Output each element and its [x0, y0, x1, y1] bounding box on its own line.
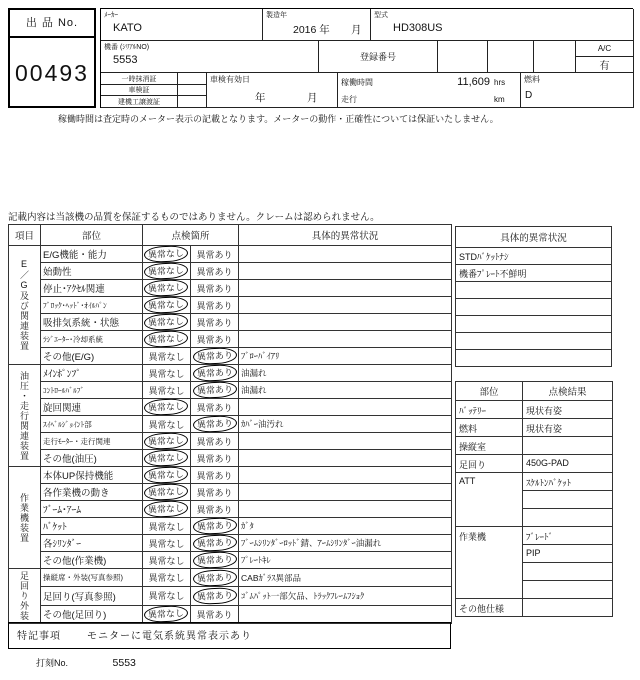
inspection-row	[9, 484, 452, 501]
ng-label: 異常あり	[196, 402, 233, 413]
check-ng-cell	[191, 569, 239, 587]
check-ng-cell	[191, 552, 239, 569]
inspection-row	[9, 569, 452, 587]
check-result-value-cell	[523, 437, 613, 455]
inspection-row	[9, 297, 452, 314]
check-result-header-row	[456, 382, 613, 401]
ng-label: 異常あり	[192, 518, 237, 535]
hours-row	[338, 74, 520, 90]
part-cell: 吸排気系統・状態	[41, 314, 143, 331]
ok-label: 異常なし	[144, 501, 189, 518]
part-cell: ﾌﾞﾛｯｸ･ﾍｯﾄﾞ･ｵｲﾙﾊﾟﾝ	[41, 297, 143, 314]
detail-cell	[239, 484, 452, 501]
ok-label: 異常なし	[144, 450, 189, 467]
doc-check-cell-3	[178, 96, 207, 108]
check-result-row	[456, 455, 613, 473]
check-ng-cell	[191, 382, 239, 399]
part-cell: ﾒｲﾝﾎﾟﾝﾌﾟ	[41, 365, 143, 382]
check-ng-cell	[191, 399, 239, 416]
ac-value-cell	[576, 57, 634, 73]
registration-number-cell	[319, 41, 438, 73]
stamp-number	[36, 656, 136, 669]
detail-cell	[239, 501, 452, 518]
check-ok-cell	[143, 587, 191, 605]
check-ok-cell	[143, 569, 191, 587]
part-cell: ﾌﾞｰﾑ･ｱｰﾑ	[41, 501, 143, 518]
ng-label: 異常あり	[192, 587, 237, 605]
stamp-number-label: 打刻No.	[36, 658, 69, 668]
header-detail: 具体的異常状況	[239, 225, 452, 246]
manufacture-year-cell	[263, 9, 371, 41]
doc-label-2: 車検証	[128, 87, 150, 94]
check-result-value-cell: 現状有姿	[523, 419, 613, 437]
ok-label: 異常なし	[144, 467, 189, 484]
ok-label: 異常なし	[144, 399, 189, 416]
ng-label: 異常あり	[196, 487, 233, 498]
detail-cell	[239, 314, 452, 331]
check-ok-cell	[143, 246, 191, 263]
check-ng-cell	[191, 365, 239, 382]
inspection-row	[9, 433, 452, 450]
abnormal-condition-cell	[456, 333, 612, 350]
abnormal-condition-box	[455, 226, 612, 367]
detail-cell	[239, 280, 452, 297]
check-result-value-cell	[523, 599, 613, 617]
abnormal-condition-title: 具体的異常状況	[456, 227, 612, 248]
part-cell: 始動性	[41, 263, 143, 280]
stamp-number-value: 5553	[112, 657, 136, 669]
check-ng-cell	[191, 246, 239, 263]
abnormal-condition-cell	[456, 350, 612, 367]
model-label: 型式	[374, 12, 388, 19]
ng-label: 異常あり	[192, 365, 237, 382]
model-cell	[371, 9, 634, 41]
check-ok-cell	[143, 450, 191, 467]
inspection-row	[9, 263, 452, 280]
part-cell: その他(作業機)	[41, 552, 143, 569]
check-result-row	[456, 527, 613, 545]
hours-mileage-cell	[338, 73, 521, 108]
ok-label: 異常なし	[144, 263, 189, 280]
check-ok-cell	[143, 552, 191, 569]
section-label: 足回り外装	[9, 569, 41, 624]
check-result-row	[456, 401, 613, 419]
check-ng-cell	[191, 433, 239, 450]
ok-label: 異常なし	[148, 538, 185, 549]
part-cell: 各ｼﾘﾝﾀﾞｰ	[41, 535, 143, 552]
check-ng-cell	[191, 450, 239, 467]
part-cell: 停止･ｱｸｾﾙ関連	[41, 280, 143, 297]
detail-cell	[239, 263, 452, 280]
check-ng-cell	[191, 263, 239, 280]
ok-label: 異常なし	[148, 591, 185, 602]
check-ok-cell	[143, 484, 191, 501]
ng-label: 異常あり	[196, 609, 233, 620]
detail-cell	[239, 331, 452, 348]
part-cell: 旋回関連	[41, 399, 143, 416]
inspection-row	[9, 399, 452, 416]
ng-label: 異常あり	[196, 300, 233, 311]
hours-label: 稼働時間	[341, 77, 373, 87]
abnormal-condition-cell: 機番ﾌﾟﾚｰﾄ不鮮明	[456, 265, 612, 282]
ng-label: 異常あり	[196, 453, 233, 464]
meter-note: 稼働時間は査定時のメーター表示の記載となります。メーターの動作・正確性については保証いたしません。	[58, 114, 499, 124]
inspection-row	[9, 331, 452, 348]
doc-label-3: 建機工譲渡証	[118, 98, 160, 106]
check-ng-cell	[191, 331, 239, 348]
fuel-cell	[521, 73, 634, 108]
shaken-year-label: 年	[255, 92, 266, 104]
ok-label: 異常なし	[144, 246, 189, 263]
manufacture-year-value: 2016 年	[293, 24, 330, 36]
detail-cell	[239, 399, 452, 416]
ok-label: 異常なし	[148, 351, 185, 362]
check-ok-cell	[143, 535, 191, 552]
inspection-row	[9, 246, 452, 263]
check-ng-cell	[191, 535, 239, 552]
doc-check-cell-2	[178, 85, 207, 96]
ng-label: 異常あり	[196, 249, 233, 260]
header-check: 点検箇所	[143, 225, 239, 246]
inspection-row	[9, 280, 452, 297]
check-ng-cell	[191, 467, 239, 484]
doc-cell-temporary-cancellation	[101, 73, 178, 85]
maker-label: ﾒｰｶｰ	[104, 12, 118, 19]
inspection-table	[8, 224, 452, 624]
check-result-row	[456, 437, 613, 455]
abnormal-condition-cell	[456, 299, 612, 316]
abnormal-condition-row	[456, 282, 612, 299]
ok-label: 異常なし	[148, 521, 185, 532]
manufacture-year-label: 製造年	[266, 12, 287, 19]
detail-cell: ｶﾞﾀ	[239, 518, 452, 535]
check-result-part-cell: 足回り	[456, 455, 523, 473]
ng-label: 異常あり	[192, 569, 237, 587]
machine-header-table	[100, 8, 633, 108]
check-ng-cell	[191, 501, 239, 518]
detail-cell: ｺﾞﾑﾊﾟｯﾄ一部欠品、ﾄﾗｯｸﾌﾚｰﾑﾌｼｮｸ	[239, 587, 452, 605]
ok-label: 異常なし	[144, 331, 189, 348]
maker-value: KATO	[113, 22, 142, 34]
abnormal-condition-row	[456, 316, 612, 333]
check-result-value-cell	[523, 563, 613, 581]
check-ok-cell	[143, 348, 191, 365]
registration-blank-cell-2	[488, 41, 534, 73]
part-cell: ｽｲﾍﾞﾙｼﾞｮｲﾝﾄ部	[41, 416, 143, 433]
inspection-row	[9, 450, 452, 467]
ok-label: 異常なし	[144, 314, 189, 331]
serial-cell	[101, 41, 319, 73]
abnormal-condition-rows	[456, 248, 612, 367]
check-ng-cell	[191, 587, 239, 605]
detail-cell: 油漏れ	[239, 365, 452, 382]
check-ng-cell	[191, 416, 239, 433]
check-result-part-cell: その他仕様	[456, 599, 523, 617]
inspection-row	[9, 552, 452, 569]
detail-cell: ｶﾊﾞｰ油汚れ	[239, 416, 452, 433]
shaken-expiry-label: 車検有効日	[210, 75, 250, 84]
registration-blank-cell-3	[534, 41, 576, 73]
detail-cell: ﾌﾞｰﾑｼﾘﾝﾀﾞｰﾛｯﾄﾞ錆、ｱｰﾑｼﾘﾝﾀﾞｰ油漏れ	[239, 535, 452, 552]
ng-label: 異常あり	[192, 535, 237, 552]
check-ng-cell	[191, 280, 239, 297]
manufacture-month-label: 月	[351, 24, 362, 36]
inspection-row	[9, 382, 452, 399]
detail-cell	[239, 605, 452, 623]
part-cell: ｺﾝﾄﾛｰﾙﾊﾞﾙﾌﾞ	[41, 382, 143, 399]
hours-value: 11,609	[457, 76, 490, 88]
check-result-row	[456, 599, 613, 617]
ac-value: 有	[599, 61, 610, 72]
check-result-result-label: 点検結果	[523, 382, 613, 401]
lot-number-value: 00493	[15, 59, 89, 86]
abnormal-condition-cell	[456, 282, 612, 299]
check-result-value-cell: 現状有姿	[523, 401, 613, 419]
part-cell: ﾗｼﾞｴｰﾀｰ･冷却系統	[41, 331, 143, 348]
inspection-row	[9, 501, 452, 518]
maker-cell	[101, 9, 263, 41]
ng-label: 異常あり	[196, 470, 233, 481]
ng-label: 異常あり	[196, 283, 233, 294]
check-result-box	[455, 381, 613, 617]
check-ng-cell	[191, 484, 239, 501]
inspection-row	[9, 535, 452, 552]
ac-label: A/C	[597, 44, 612, 53]
ng-label: 異常あり	[196, 504, 233, 515]
check-ok-cell	[143, 263, 191, 280]
detail-cell	[239, 467, 452, 484]
special-notes-label: 特記事項	[17, 631, 61, 642]
doc-cell-kenkiko-transfer	[101, 96, 178, 108]
abnormal-condition-row	[456, 333, 612, 350]
lot-number-label: 出 品 No.	[10, 10, 94, 38]
inspection-header-row	[9, 225, 452, 246]
check-result-row	[456, 419, 613, 437]
part-cell: 各作業機の動き	[41, 484, 143, 501]
doc-check-cell-1	[178, 73, 207, 85]
part-cell: 本体UP保持機能	[41, 467, 143, 484]
check-result-value-cell: PIP	[523, 545, 613, 563]
inspection-row	[9, 467, 452, 484]
ok-label: 異常なし	[144, 484, 189, 501]
check-ng-cell	[191, 314, 239, 331]
mileage-label: 走行	[341, 94, 357, 104]
ng-label: 異常あり	[196, 266, 233, 277]
check-ok-cell	[143, 382, 191, 399]
ac-label-cell	[576, 41, 634, 57]
check-ng-cell	[191, 518, 239, 535]
serial-label: 機番 (ｼﾘｱﾙNO)	[104, 44, 150, 51]
check-ng-cell	[191, 605, 239, 623]
check-ok-cell	[143, 433, 191, 450]
detail-cell	[239, 246, 452, 263]
registration-blank-cell-1	[438, 41, 488, 73]
part-cell: その他(足回り)	[41, 605, 143, 623]
check-result-part-cell: 作業機	[456, 527, 523, 599]
check-ok-cell	[143, 501, 191, 518]
part-cell: その他(E/G)	[41, 348, 143, 365]
check-ok-cell	[143, 467, 191, 484]
abnormal-condition-row	[456, 299, 612, 316]
check-ok-cell	[143, 280, 191, 297]
inspection-row	[9, 348, 452, 365]
lot-number-box	[8, 8, 96, 108]
check-result-value-cell: 450G-PAD	[523, 455, 613, 473]
check-result-value-cell	[523, 509, 613, 527]
fuel-label: 燃料	[524, 75, 540, 84]
special-notes-value: モニターに電気系統異常表示あり	[87, 631, 252, 642]
ok-label: 異常なし	[148, 419, 185, 430]
check-ok-cell	[143, 605, 191, 623]
inspection-row	[9, 605, 452, 623]
ng-label: 異常あり	[192, 382, 237, 399]
doc-label-1: 一時抹消証	[121, 75, 157, 83]
section-label: E／G及び関連装置	[9, 246, 41, 365]
ok-label: 異常なし	[144, 433, 189, 450]
fuel-value: D	[525, 90, 533, 101]
ok-label: 異常なし	[144, 297, 189, 314]
detail-cell	[239, 297, 452, 314]
abnormal-condition-row	[456, 350, 612, 367]
header-part: 部位	[41, 225, 143, 246]
ng-label: 異常あり	[192, 552, 237, 569]
section-label: 作業機装置	[9, 467, 41, 569]
inspection-row	[9, 587, 452, 605]
check-result-part-cell: 操縦室	[456, 437, 523, 455]
part-cell: ﾊﾞｹｯﾄ	[41, 518, 143, 535]
check-ng-cell	[191, 348, 239, 365]
detail-cell: ﾌﾞﾛｰﾊﾞｲｱﾘ	[239, 348, 452, 365]
check-ok-cell	[143, 297, 191, 314]
doc-cell-shaken	[101, 85, 178, 96]
check-result-value-cell	[523, 491, 613, 509]
ok-label: 異常なし	[148, 368, 185, 379]
inspection-rows	[9, 246, 452, 624]
part-cell: 走行ﾓｰﾀｰ・走行関連	[41, 433, 143, 450]
check-ok-cell	[143, 331, 191, 348]
inspection-row	[9, 314, 452, 331]
inspection-row	[9, 518, 452, 535]
registration-number-label: 登録番号	[359, 52, 396, 62]
detail-cell: ﾌﾟﾚｰﾄｷﾚ	[239, 552, 452, 569]
abnormal-condition-cell: STDﾊﾞｹｯﾄﾅｼ	[456, 248, 612, 265]
detail-cell	[239, 450, 452, 467]
ng-label: 異常あり	[196, 436, 233, 447]
check-ok-cell	[143, 399, 191, 416]
ng-label: 異常あり	[196, 317, 233, 328]
shaken-expiry-cell	[207, 73, 338, 108]
check-result-rows	[456, 401, 613, 617]
ok-label: 異常なし	[148, 573, 185, 584]
check-result-part-cell: ATT	[456, 473, 523, 527]
section-label: 油圧・走行関連装置	[9, 365, 41, 467]
ok-label: 異常なし	[144, 605, 189, 623]
check-result-part-label: 部位	[456, 382, 523, 401]
part-cell: 操縦席・外装(写真参照)	[41, 569, 143, 587]
check-ok-cell	[143, 518, 191, 535]
abnormal-condition-row	[456, 248, 612, 265]
shaken-month-label: 月	[307, 92, 318, 104]
model-value: HD308US	[393, 22, 443, 34]
detail-cell	[239, 433, 452, 450]
check-result-value-cell	[523, 581, 613, 599]
check-result-part-cell: ﾊﾞｯﾃﾘｰ	[456, 401, 523, 419]
ng-label: 異常あり	[192, 348, 237, 365]
ng-label: 異常あり	[192, 416, 237, 433]
special-notes-box	[8, 622, 451, 649]
check-result-row	[456, 473, 613, 491]
check-result-part-cell: 燃料	[456, 419, 523, 437]
mileage-row	[338, 91, 520, 107]
inspection-row	[9, 365, 452, 382]
check-ok-cell	[143, 365, 191, 382]
hours-unit: hrs	[494, 77, 506, 87]
ng-label: 異常あり	[196, 334, 233, 345]
ok-label: 異常なし	[148, 555, 185, 566]
abnormal-condition-cell	[456, 316, 612, 333]
check-ng-cell	[191, 297, 239, 314]
detail-cell: 油漏れ	[239, 382, 452, 399]
part-cell: E/G機能・能力	[41, 246, 143, 263]
check-result-value-cell: ﾌﾞﾚｰﾄﾞ	[523, 527, 613, 545]
mileage-unit: km	[494, 94, 505, 104]
part-cell: その他(油圧)	[41, 450, 143, 467]
inspection-row	[9, 416, 452, 433]
check-ok-cell	[143, 314, 191, 331]
header-item: 項目	[9, 225, 41, 246]
disclaimer-note: 記載内容は当該機の品質を保証するものではありません。クレームは認められません。	[8, 212, 380, 223]
detail-cell: CABｶﾞﾗｽ異部品	[239, 569, 452, 587]
part-cell: 足回り(写真参照)	[41, 587, 143, 605]
ok-label: 異常なし	[148, 385, 185, 396]
abnormal-condition-header-row	[456, 227, 612, 248]
ok-label: 異常なし	[144, 280, 189, 297]
serial-value: 5553	[113, 54, 138, 66]
abnormal-condition-row	[456, 265, 612, 282]
check-ok-cell	[143, 416, 191, 433]
check-result-value-cell: ｽｹﾙﾄﾝﾊﾞｹｯﾄ	[523, 473, 613, 491]
